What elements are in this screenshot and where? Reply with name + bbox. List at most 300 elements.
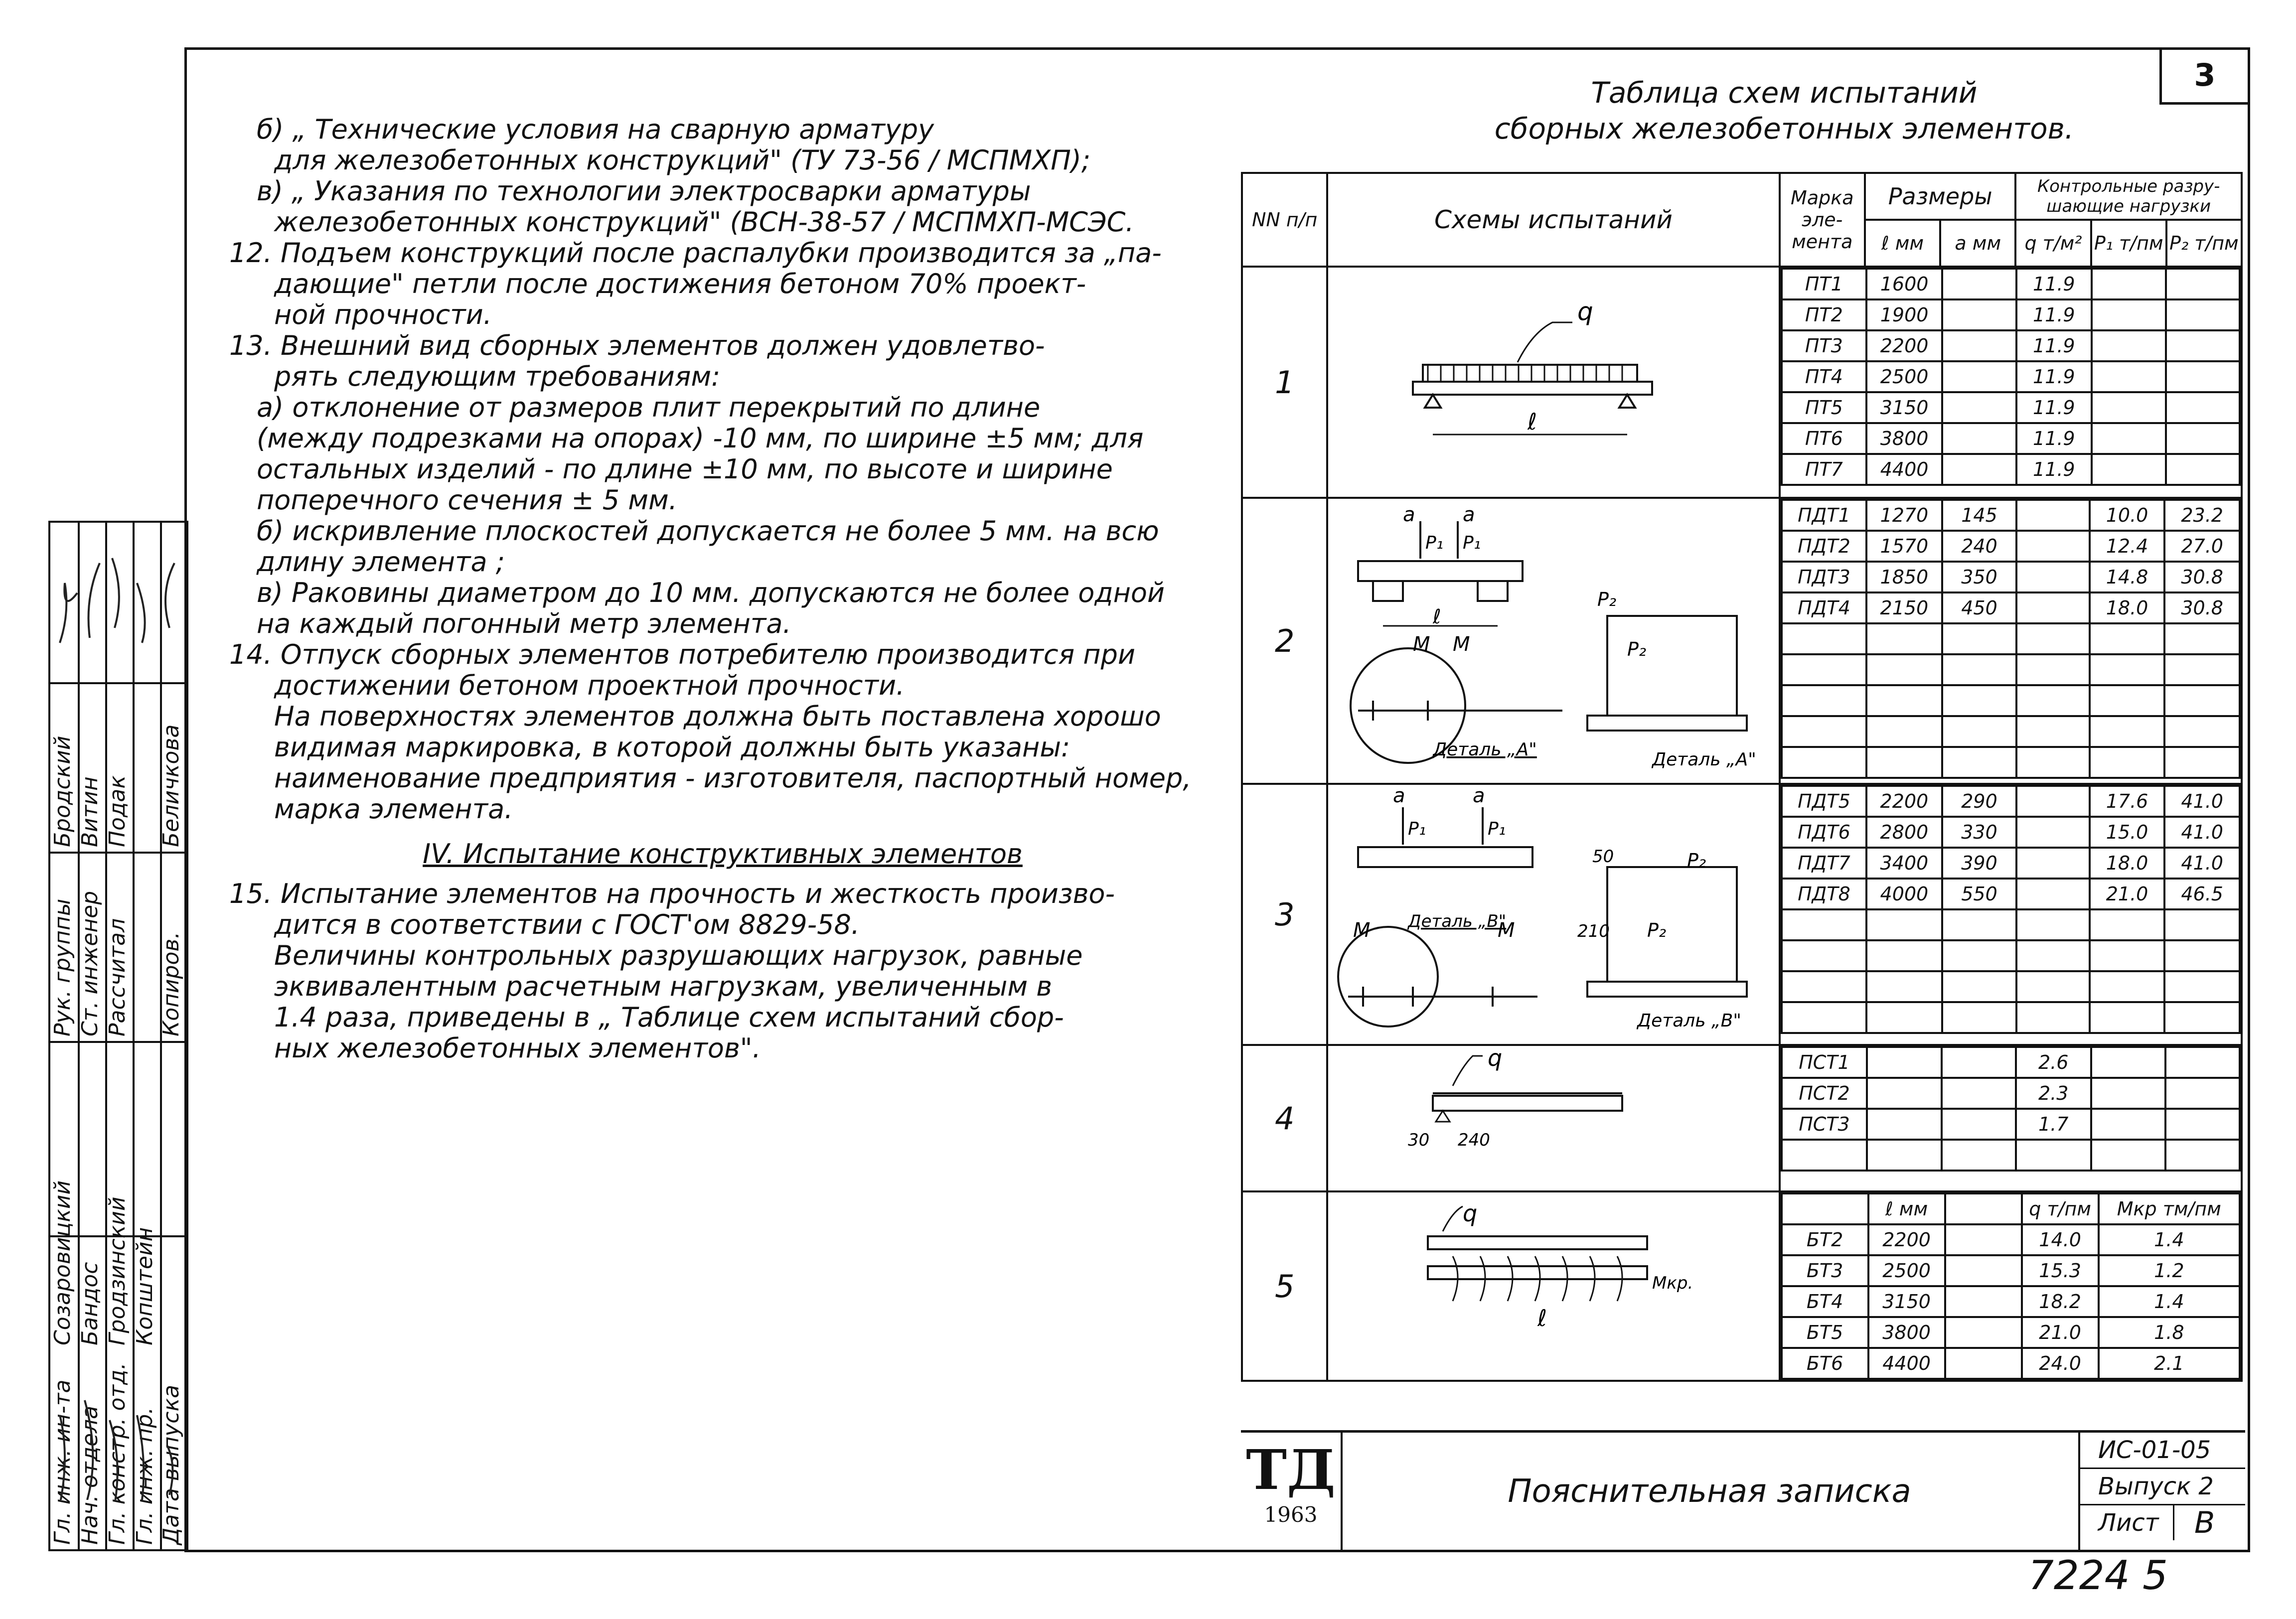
note-line: На поверхностях элементов должна быть поставлена хорошо [274,701,1161,732]
table-row [1782,592,2240,623]
svg-text:Мкр.: Мкр. [1652,1273,1693,1293]
table-cell [1867,1109,1941,1140]
table-cell [1782,1193,1868,1224]
table-cell [1782,623,1867,654]
table-cell [2164,654,2240,685]
group-values [1780,1191,2242,1381]
table-cell [1942,1047,2016,1078]
table-cell [1942,1002,2017,1033]
table-cell: 1.8 [2099,1317,2240,1348]
table-cell [1942,909,2017,940]
table-cell [1782,1140,1867,1171]
table-row [1782,1002,2240,1033]
table-cell: 1.4 [2099,1224,2240,1255]
table-cell: 2800 [1866,817,1942,848]
table-cell [1945,1224,2022,1255]
scheme-drawing-cell [1327,1191,1779,1381]
svg-text:a: a [1463,503,1475,526]
table-cell: q т/пм [2022,1193,2099,1224]
table-cell: ℓ мм [1868,1193,1945,1224]
note-line: 1.4 раза, приведены в „ Таблице схем испытаний сбор- [274,1002,1064,1033]
note-line: 12. Подъем конструкций после распалубки производится за „па- [229,237,1162,269]
table-cell [1942,654,2017,685]
table-cell: 1600 [1866,269,1942,299]
note-line: а) отклонение от размеров плит перекрытий по длине [257,392,1041,423]
table-cell [2092,269,2165,299]
table-cell: 11.9 [2016,392,2092,423]
table-cell [1782,940,1867,971]
table-cell: ПДТ3 [1782,562,1867,592]
subheader-row [1782,1193,2240,1224]
table-cell [2016,909,2089,940]
table-cell [1866,685,1942,716]
group-values [1780,267,2242,498]
table-cell: ПДТ6 [1782,817,1867,848]
table-cell: 46.5 [2164,879,2240,909]
table-cell [2090,909,2165,940]
table-cell: 14.0 [2022,1224,2099,1255]
table-cell [2091,1109,2165,1140]
group-values [1780,784,2242,1045]
table-cell [1782,971,1867,1002]
table-title-line-2: сборных железобетонных элементов. [1494,112,2074,146]
table-cell [1945,1348,2022,1379]
svg-text:P₂: P₂ [1627,638,1647,660]
table-cell: 12.4 [2090,531,2165,562]
table-cell [2166,299,2240,330]
table-cell [2016,623,2089,654]
table-cell [1942,299,2016,330]
table-cell [1942,747,2017,778]
table-cell [2016,786,2089,817]
scheme-group-row [1242,784,2242,1045]
table-row [1782,330,2240,361]
table-row [1782,623,2240,654]
table-cell: 145 [1942,500,2017,531]
svg-text:P₂: P₂ [1597,589,1617,610]
header-p1: P₁ т/пм [2091,220,2166,267]
table-cell: 2.6 [2016,1047,2091,1078]
table-cell: 290 [1942,786,2017,817]
table-row [1782,299,2240,330]
scheme-drawing-cell [1327,267,1779,498]
scheme-group-row [1242,498,2242,784]
svg-text:q: q [1577,297,1594,326]
table-cell: БТ5 [1782,1317,1868,1348]
header-p2: P₂ т/пм [2166,220,2242,267]
note-line: 14. Отпуск сборных элементов потребителю производится при [229,639,1135,670]
table-row [1782,454,2240,485]
table-cell [1866,940,1942,971]
table-cell [1867,1047,1941,1078]
svg-text:a: a [1393,787,1405,807]
table-cell [2164,1002,2240,1033]
table-cell [2090,940,2165,971]
table-cell: ПДТ1 [1782,500,1867,531]
table-cell [1942,392,2016,423]
table-cell [2165,1109,2240,1140]
stamp-role2-2: Ст. инженер [77,890,103,1036]
table-cell: 240 [1942,531,2017,562]
table-cell [1866,747,1942,778]
table-cell [2090,716,2165,747]
table-cell: 2500 [1866,361,1942,392]
table-cell [2016,716,2089,747]
table-row [1782,1224,2240,1255]
logo-year: 1963 [1264,1502,1318,1527]
table-cell: 4000 [1866,879,1942,909]
table-row [1782,1317,2240,1348]
svg-text:q: q [1463,1201,1478,1227]
group-values [1780,498,2242,784]
note-line: в) „ Указания по технологии электросварки арматуры [257,175,1031,207]
table-cell [1942,330,2016,361]
table-row [1782,685,2240,716]
table-cell [1942,269,2016,299]
table-cell [2016,592,2089,623]
table-cell: 1570 [1866,531,1942,562]
document-code: ИС-01-05 [2078,1433,2245,1469]
table-cell: ПТ2 [1782,299,1867,330]
note-line: дится в соответствии с ГОСТ'ом 8829-58. [274,909,860,940]
table-cell: Мкр тм/пм [2099,1193,2240,1224]
table-cell [1782,654,1867,685]
stamp-name-1: Созаровицкий [50,1180,75,1345]
table-cell [2166,330,2240,361]
table-cell: ПТ7 [1782,454,1867,485]
table-cell [2092,330,2165,361]
table-cell [2090,747,2165,778]
table-cell: ПДТ4 [1782,592,1867,623]
table-cell: БТ4 [1782,1286,1868,1317]
sheet-number: 3 [2159,47,2248,105]
table-cell [1866,623,1942,654]
table-cell [1942,361,2016,392]
table-row [1782,716,2240,747]
table-cell [2092,454,2165,485]
table-cell: 2500 [1868,1255,1945,1286]
table-row [1782,269,2240,299]
table-cell: 11.9 [2016,423,2092,454]
svg-text:210: 210 [1577,921,1610,941]
table-row [1782,940,2240,971]
table-row [1782,1286,2240,1317]
logo-text: ТД [1246,1438,1336,1502]
table-row [1782,1140,2240,1171]
table-cell: 350 [1942,562,2017,592]
table-cell: 30.8 [2164,592,2240,623]
table-cell [1782,909,1867,940]
table-cell [1945,1317,2022,1348]
scheme-group-row [1242,1045,2242,1191]
svg-text:a: a [1403,503,1415,526]
table-row [1782,909,2240,940]
note-line: остальных изделий - по длине ±10 мм, по высоте и ширине [257,453,1113,485]
table-cell [2164,716,2240,747]
stamp-role2-4: Копиров. [158,931,184,1036]
svg-text:P₂: P₂ [1687,850,1706,872]
stamp-role-5: Дата выпуска [158,1384,184,1545]
table-cell [2165,1047,2240,1078]
svg-text:P₁: P₁ [1488,819,1506,839]
table-title-line-1: Таблица схем испытаний [1591,76,1978,110]
table-cell: 11.9 [2016,330,2092,361]
table-cell [1867,1078,1941,1109]
note-line: ных железобетонных элементов". [274,1032,761,1064]
document-info [2078,1433,2245,1550]
table-row [1782,1348,2240,1379]
table-row [1782,423,2240,454]
stamp-role-4: Гл. инж. пр. [132,1407,157,1545]
table-cell [1866,1002,1942,1033]
stamp-name2-4: Беличкова [158,724,184,847]
header-q: q т/м² [2015,220,2091,267]
scheme-2-drawing [1328,501,1767,775]
table-cell [1945,1255,2022,1286]
table-cell [2164,971,2240,1002]
scheme-drawing-cell [1327,784,1779,1045]
table-cell: 18.0 [2090,848,2165,879]
svg-text:240: 240 [1458,1130,1491,1150]
table-cell: 390 [1942,848,2017,879]
scheme-group-row [1242,267,2242,498]
table-cell: 3800 [1866,423,1942,454]
svg-text:M: M [1498,919,1515,942]
svg-text:ℓ: ℓ [1433,605,1441,628]
table-row [1782,848,2240,879]
table-cell: 21.0 [2090,879,2165,909]
scheme-1-drawing [1328,270,1767,489]
table-row [1782,361,2240,392]
table-cell: 550 [1942,879,2017,909]
table-cell [2016,879,2089,909]
stamp-name-2: Бандос [77,1262,103,1345]
table-cell [1782,1002,1867,1033]
svg-text:M: M [1413,633,1430,656]
note-line: 15. Испытание элементов на прочность и жесткость произво- [229,878,1115,909]
svg-text:Деталь „В": Деталь „В" [1637,1011,1742,1031]
table-cell: 4400 [1868,1348,1945,1379]
table-cell [2016,654,2089,685]
table-cell: 1.7 [2016,1109,2091,1140]
table-cell [1867,1140,1941,1171]
svg-text:q: q [1488,1046,1503,1071]
table-cell [2164,940,2240,971]
svg-text:M: M [1353,919,1371,942]
footer-number: 7224 5 [2028,1552,2168,1599]
table-row [1782,747,2240,778]
table-cell [2090,971,2165,1002]
table-cell: 41.0 [2164,817,2240,848]
sheet-label: Лист [2098,1505,2174,1540]
header-mark: Марка эле- мента [1780,173,1865,267]
note-line: ной прочности. [274,299,492,330]
scheme-group-row [1242,1191,2242,1381]
test-schemes-table [1241,172,2243,1382]
table-row [1782,562,2240,592]
note-line: Величины контрольных разрушающих нагрузок, равные [274,940,1083,971]
table-cell: 11.9 [2016,361,2092,392]
scheme-drawing-cell [1327,1045,1779,1191]
table-cell [1942,971,2017,1002]
stamp-role-1: Гл. инж. ин-та [50,1379,75,1545]
table-cell: 2200 [1868,1224,1945,1255]
svg-text:P₂: P₂ [1647,919,1667,941]
note-line: на каждый погонный метр элемента. [257,608,791,639]
group-number: 2 [1242,498,1327,784]
table-cell [2090,654,2165,685]
stamp-role2-1: Рук. группы [50,898,75,1036]
table-cell: ПСТ2 [1782,1078,1867,1109]
stamp-name-4: Копштейн [132,1227,157,1345]
note-line: в) Раковины диаметром до 10 мм. допускаются не более одной [257,577,1165,608]
svg-text:ℓ: ℓ [1537,1305,1547,1331]
table-cell [1942,623,2017,654]
table-cell: 1.4 [2099,1286,2240,1317]
table-cell: 27.0 [2164,531,2240,562]
table-cell: 1850 [1866,562,1942,592]
table-cell: БТ3 [1782,1255,1868,1286]
document-title: Пояснительная записка [1341,1433,2080,1550]
table-cell [2164,623,2240,654]
document-issue: Выпуск 2 [2078,1469,2245,1505]
table-cell: 18.2 [2022,1286,2099,1317]
table-cell [2165,1140,2240,1171]
table-cell [2016,531,2089,562]
table-cell: 11.9 [2016,299,2092,330]
table-cell: 15.3 [2022,1255,2099,1286]
stamp-name2-3: Подак [105,775,130,847]
signatures [50,528,184,1500]
svg-text:50: 50 [1592,847,1614,867]
table-cell: 2.1 [2099,1348,2240,1379]
table-cell [2090,685,2165,716]
table-cell: 11.9 [2016,269,2092,299]
table-row [1782,971,2240,1002]
note-line: для железобетонных конструкций" (ТУ 73-56 / МСПМХП); [274,145,1091,176]
table-cell [2016,1140,2091,1171]
table-row [1782,531,2240,562]
table-cell: ПТ1 [1782,269,1867,299]
table-row [1782,1109,2240,1140]
table-cell [1942,423,2016,454]
table-cell [2092,392,2165,423]
group-number: 5 [1242,1191,1327,1381]
table-cell: 17.6 [2090,786,2165,817]
table-cell [2166,269,2240,299]
notes-text [229,115,1216,1064]
table-cell: 2200 [1866,786,1942,817]
table-cell: 1900 [1866,299,1942,330]
svg-text:P₁: P₁ [1463,533,1481,553]
svg-text:a: a [1473,787,1485,807]
note-line: (между подрезками на опорах) -10 мм, по ширине ±5 мм; для [257,423,1144,454]
table-cell [2091,1140,2165,1171]
group-number: 1 [1242,267,1327,498]
note-line: рять следующим требованиям: [274,361,721,392]
svg-text:Деталь „А": Деталь „А" [1433,739,1537,760]
table-cell: 14.8 [2090,562,2165,592]
note-line: железобетонных конструкций" (ВСН-38-57 / МСПМХП-МСЭС. [274,206,1134,238]
table-cell [2091,1078,2165,1109]
group-values [1780,1045,2242,1191]
table-cell [2016,685,2089,716]
note-line: дающие" петли после достижения бетоном 70% проект- [274,268,1086,299]
table-cell [2166,361,2240,392]
table-cell [2016,971,2089,1002]
note-line: длину элемента ; [257,546,505,578]
table-cell [2016,940,2089,971]
note-line: достижении бетоном проектной прочности. [274,670,905,701]
stamp-role-3: Гл. констр. отд. [105,1362,130,1545]
table-cell: 3400 [1866,848,1942,879]
svg-text:P₁: P₁ [1408,819,1426,839]
header-a: a мм [1940,220,2015,267]
table-cell [2166,454,2240,485]
table-cell: 3150 [1868,1286,1945,1317]
table-cell: 10.0 [2090,500,2165,531]
table-cell [2092,423,2165,454]
note-line: б) „ Технические условия на сварную арматуру [257,114,934,145]
table-cell [2016,562,2089,592]
table-cell [2016,817,2089,848]
table-cell [2164,747,2240,778]
table-cell: 3800 [1868,1317,1945,1348]
table-cell: ПДТ5 [1782,786,1867,817]
table-cell: ПТ5 [1782,392,1867,423]
table-cell: 30.8 [2164,562,2240,592]
table-cell [1782,747,1867,778]
table-cell [2165,1078,2240,1109]
stamp-name-3: Гродзинский [105,1196,130,1345]
sheet-value: В [2194,1505,2215,1540]
table-cell: 3150 [1866,392,1942,423]
table-cell [1942,685,2017,716]
stamp-name2-1: Бродский [50,736,75,847]
table-cell: 18.0 [2090,592,2165,623]
table-cell [1942,454,2016,485]
title-block [1241,1430,2245,1550]
header-l: ℓ мм [1865,220,1940,267]
svg-text:Деталь „В": Деталь „В" [1408,911,1507,931]
section-heading: IV. Испытание конструктивных элементов [423,838,1023,870]
group-number: 4 [1242,1045,1327,1191]
note-line: марка элемента. [274,793,513,825]
table-cell: 11.9 [2016,454,2092,485]
table-row [1782,817,2240,848]
table-cell [2016,500,2089,531]
scheme-3-drawing [1328,787,1767,1036]
stamp-role-2: Нач. отдела [77,1405,103,1545]
note-line: видимая маркировка, в которой должны быть указаны: [274,732,1071,763]
table-cell [1782,716,1867,747]
stamp-name2-2: Витин [77,776,103,847]
table-cell: 2.3 [2016,1078,2091,1109]
table-row [1782,392,2240,423]
group-number: 3 [1242,784,1327,1045]
table-cell: 21.0 [2022,1317,2099,1348]
table-cell [2164,685,2240,716]
table-cell [2090,623,2165,654]
header-schemes: Схемы испытаний [1327,173,1779,267]
header-nn: NN п/п [1242,173,1327,267]
table-cell [2016,1002,2089,1033]
table-cell: ПДТ8 [1782,879,1867,909]
table-cell [1942,1140,2016,1171]
svg-text:30: 30 [1408,1130,1430,1150]
table-cell [1945,1286,2022,1317]
table-row [1782,879,2240,909]
